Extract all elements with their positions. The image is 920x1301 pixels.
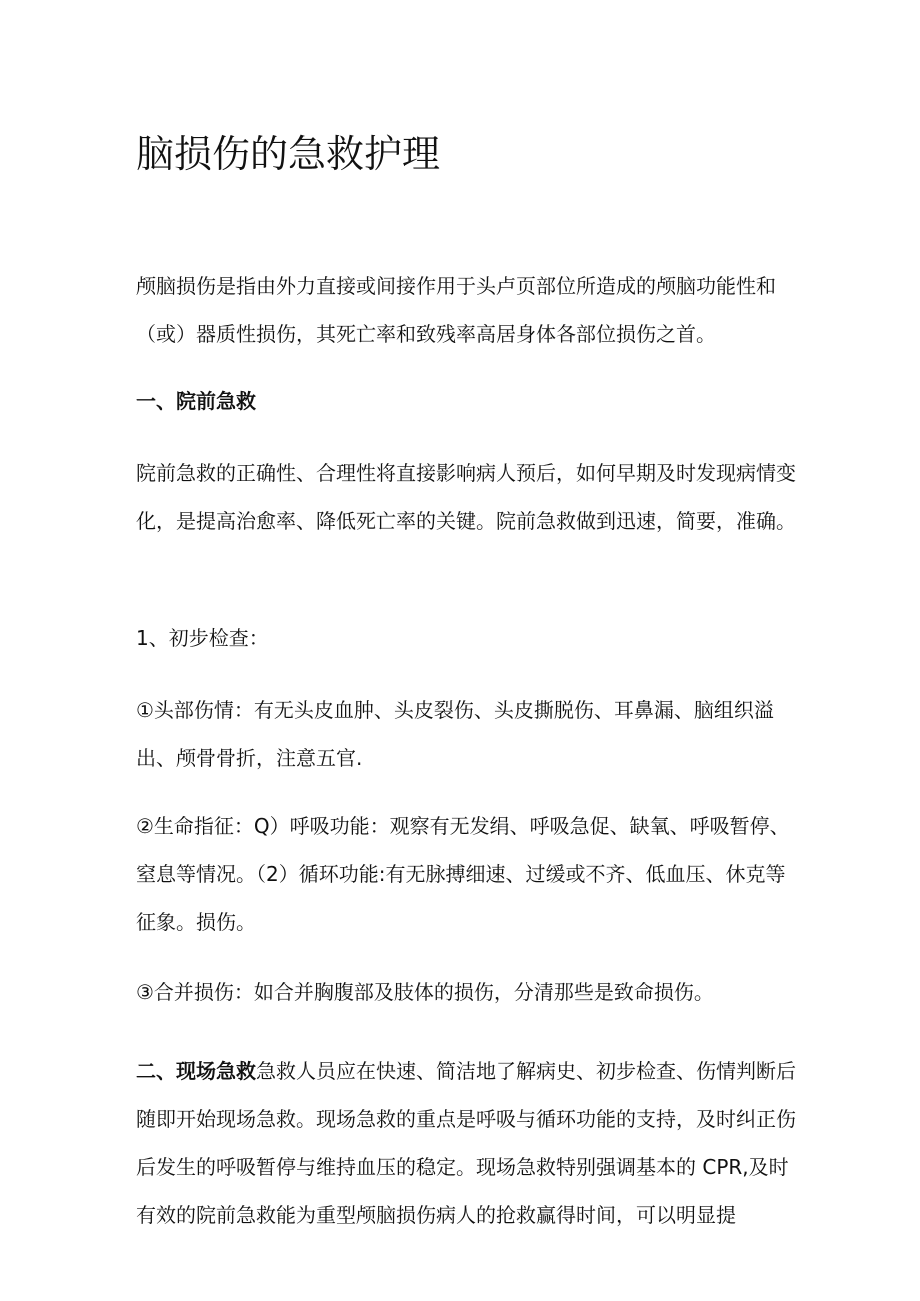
section2-paragraph [136,1047,796,1239]
intro-paragraph: 颅脑损伤是指由外力直接或间接作用于头卢页部位所造成的颅脑功能性和（或）器质性损伤，其死亡率和致残率高居身体各部位损伤之首。 [136,274,776,346]
item-vital-signs: ②生命指征：Q）呼吸功能：观察有无发绢、呼吸急促、缺氧、呼吸暂停、窒息等情况。（2）循环功能:有无脉搏细速、过缓或不齐、低血压、休克等征象。损伤。 [136,814,790,934]
section2-heading: 二、现场急救 [136,1059,256,1083]
section1-paragraph: 院前急救的正确性、合理性将直接影响病人预后，如何早期及时发现病情变化，是提高治愈率、降低死亡率的关键。院前急救做到迅速，简要，准确。 [136,461,796,533]
step1-label: 1、初步检查： [136,626,269,650]
document-title: 脑损伤的急救护理 [136,132,441,176]
item-combined-injury: ③合并损伤：如合并胸腹部及肢体的损伤，分清那些是致命损伤。 [136,980,714,1004]
section1-heading: 一、院前急救 [136,389,256,413]
section2-text: 急救人员应在快速、简洁地了解病史、初步检查、伤情判断后随即开始现场急救。现场急救的重点是呼吸与循环功能的支持，及时纠正伤后发生的呼吸暂停与维持血压的稳定。现场急救特别强调基本的 CPR,及时有效的院前急救能为重型颅脑损伤病人的抢救赢得时间，可以明显提 [136,1059,796,1227]
item-head-injury: ①头部伤情：有无头皮血肿、头皮裂伤、头皮撕脱伤、耳鼻漏、脑组织溢出、颅骨骨折，注意五官. [136,698,774,770]
